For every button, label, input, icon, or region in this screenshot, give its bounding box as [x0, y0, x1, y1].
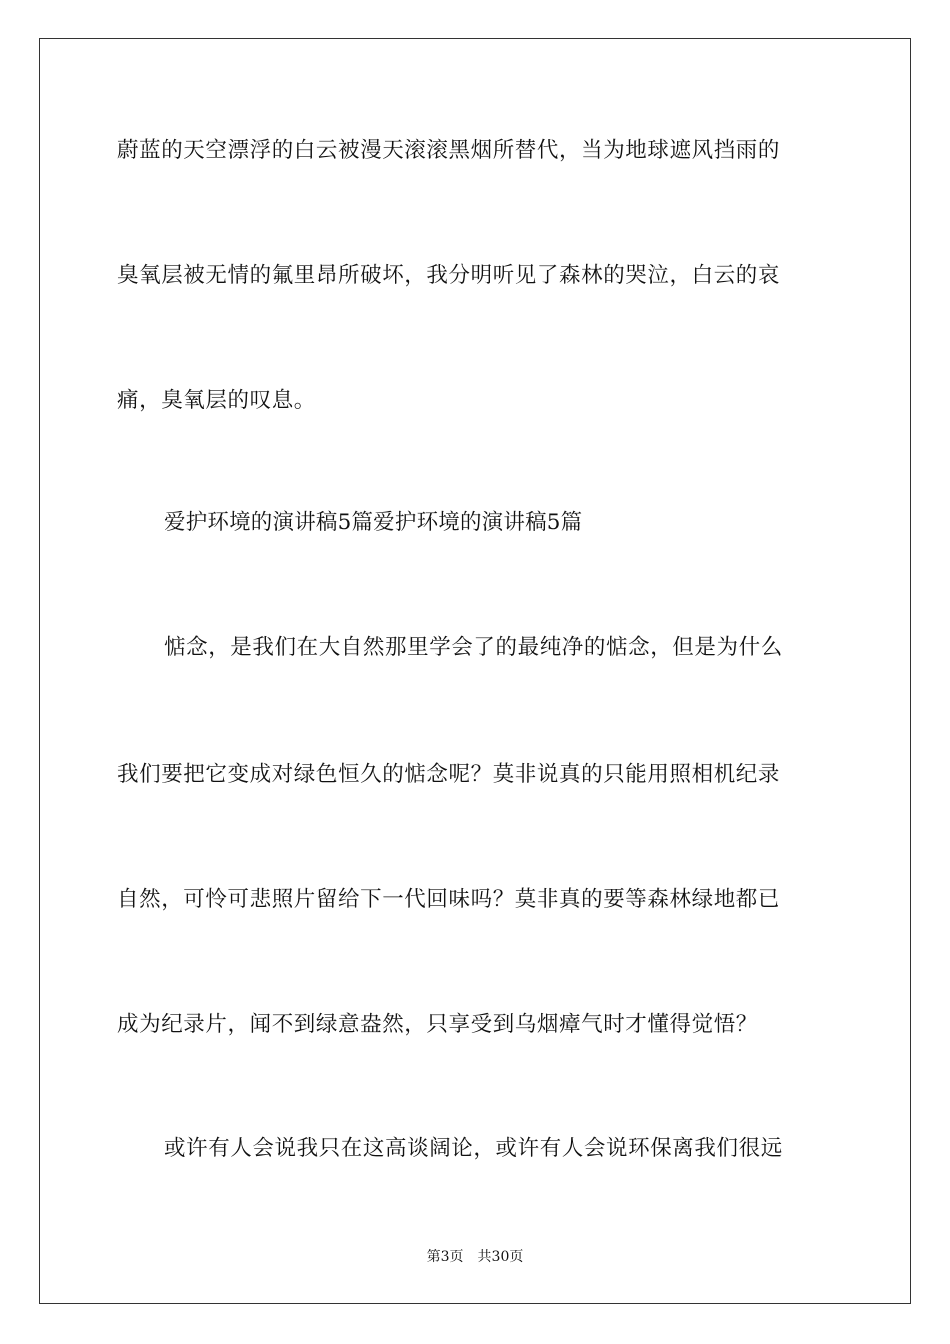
paragraph-line: 自然，可怜可悲照片留给下一代回味吗？莫非真的要等森林绿地都已 [117, 887, 781, 912]
page-number: 第3页 [426, 1249, 464, 1265]
page-total: 共30页 [477, 1249, 524, 1265]
page-footer [0, 1248, 950, 1266]
paragraph-line: 蔚蓝的天空漂浮的白云被漫天滚滚黑烟所替代，当为地球遮风挡雨的 [117, 138, 781, 163]
page-border [39, 38, 911, 1304]
paragraph-line: 我们要把它变成对绿色恒久的惦念呢？莫非说真的只能用照相机纪录 [117, 762, 781, 787]
paragraph-line: 或许有人会说我只在这高谈阔论，或许有人会说环保离我们很远 [164, 1136, 783, 1161]
paragraph-line: 惦念，是我们在大自然那里学会了的最纯净的惦念，但是为什么 [164, 635, 783, 660]
paragraph-line: 痛，臭氧层的叹息。 [117, 388, 316, 413]
paragraph-line: 成为纪录片，闻不到绿意盎然，只享受到乌烟瘴气时才懂得觉悟？ [117, 1012, 758, 1037]
paragraph-line: 臭氧层被无情的氟里昂所破坏，我分明听见了森林的哭泣，白云的哀 [117, 263, 781, 288]
section-heading-line: 爱护环境的演讲稿5篇爱护环境的演讲稿5篇 [164, 510, 583, 535]
